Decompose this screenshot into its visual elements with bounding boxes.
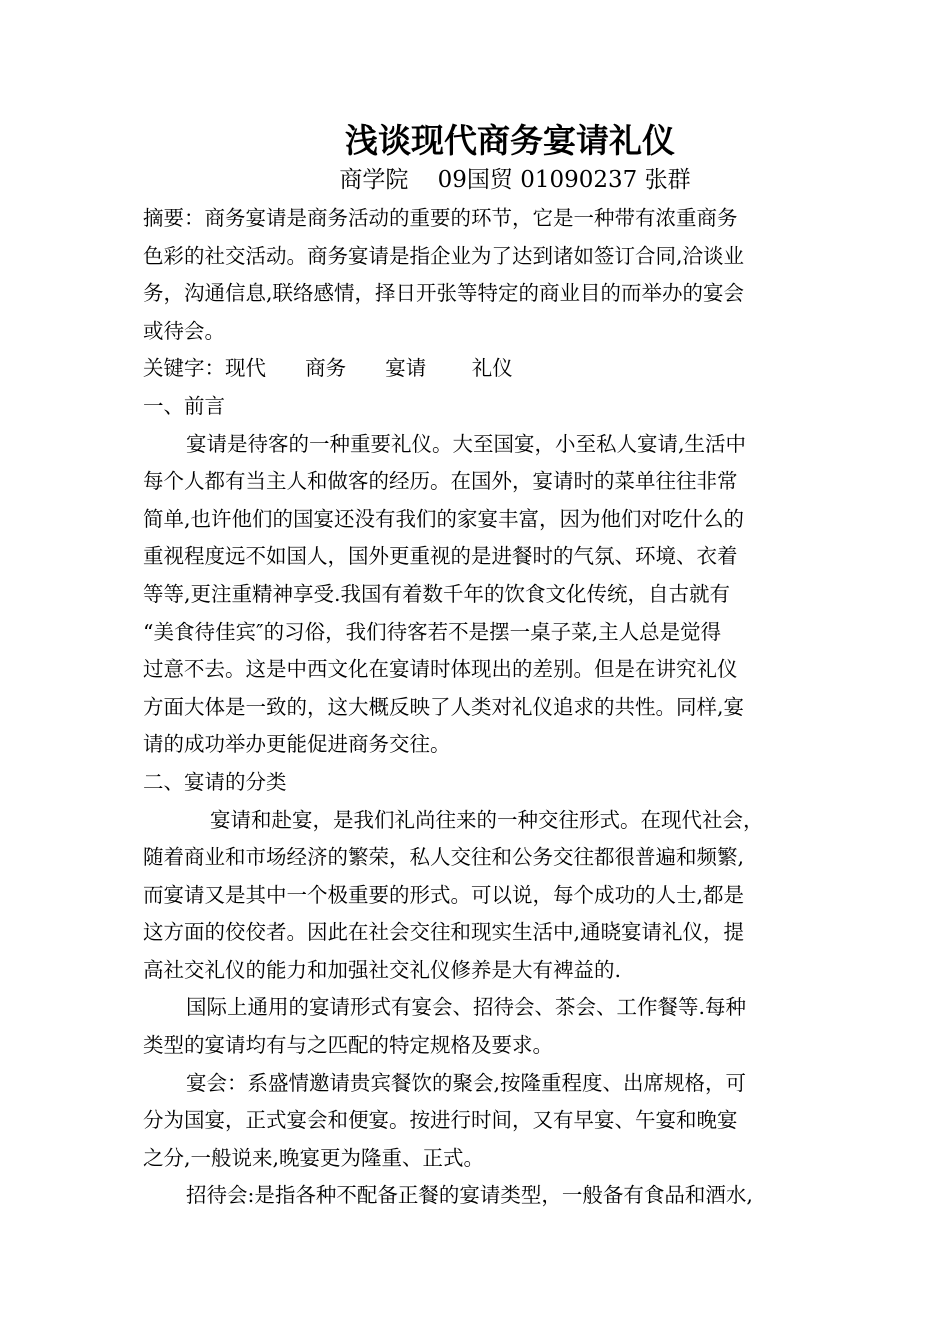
- document-title: 浅谈现代商务宴请礼仪: [345, 121, 675, 160]
- body-text-line: 高社交礼仪的能力和加强社交礼仪修养是大有裨益的.: [143, 957, 622, 982]
- body-text-line: 简单,也许他们的国宴还没有我们的家宴丰富，因为他们对吃什么的: [143, 506, 745, 531]
- body-text-line: 二、宴请的分类: [143, 769, 287, 794]
- body-text-line: 色彩的社交活动。商务宴请是指企业为了达到诸如签订合同,洽谈业: [143, 243, 745, 268]
- body-text-line: “美食待佳宾″的习俗，我们待客若不是摆一桌子菜,主人总是觉得: [143, 619, 722, 644]
- body-text-line: 国际上通用的宴请形式有宴会、招待会、茶会、工作餐等.每种: [186, 995, 747, 1020]
- body-text-line: 请的成功举办更能促进商务交往。: [143, 732, 451, 757]
- body-text-line: 每个人都有当主人和做客的经历。在国外，宴请时的菜单往往非常: [143, 469, 738, 494]
- body-text-line: 一、前言: [143, 393, 225, 418]
- body-text-line: 宴请和赴宴，是我们礼尚往来的一种交往形式。在现代社会，: [210, 807, 764, 832]
- body-text-line: 摘要：商务宴请是商务活动的重要的环节，它是一种带有浓重商务: [143, 206, 738, 230]
- body-text-line: 宴会：系盛情邀请贵宾餐饮的聚会,按隆重程度、出席规格，可: [186, 1070, 747, 1095]
- body-text-line: 而宴请又是其中一个极重要的形式。可以说，每个成功的人士,都是: [143, 882, 745, 907]
- body-text-line: 务，沟通信息,联络感情，择日开张等特定的商业目的而举办的宴会: [143, 281, 745, 306]
- author-byline: 商学院 09国贸 01090237 张群: [339, 167, 691, 193]
- body-text-line: 招待会:是指各种不配备正餐的宴请类型，一般备有食品和酒水,: [186, 1183, 753, 1208]
- document-body: [143, 200, 811, 1215]
- body-text-line: 随着商业和市场经济的繁荣，私人交往和公务交往都很普遍和频繁,: [143, 845, 745, 870]
- body-text-line: 或待会。: [143, 318, 225, 343]
- body-text-line: 类型的宴请均有与之匹配的特定规格及要求。: [143, 1033, 553, 1058]
- body-text-line: 这方面的佼佼者。因此在社会交往和现实生活中,通晓宴请礼仪，提: [143, 920, 745, 945]
- body-text-line: 之分,一般说来,晚宴更为隆重、正式。: [143, 1145, 485, 1170]
- body-text-line: 方面大体是一致的，这大概反映了人类对礼仪追求的共性。同样,宴: [143, 694, 745, 719]
- body-text-line: 重视程度远不如国人，国外更重视的是进餐时的气氛、环境、衣着: [143, 544, 738, 569]
- body-text-line: 等等,更注重精神享受.我国有着数千年的饮食文化传统，自古就有: [143, 581, 731, 606]
- body-text-line: 关键字：现代 商务 宴请 礼仪: [143, 356, 513, 381]
- body-text-line: 过意不去。这是中西文化在宴请时体现出的差别。但是在讲究礼仪: [143, 657, 738, 682]
- body-text-line: 宴请是待客的一种重要礼仪。大至国宴，小至私人宴请,生活中: [186, 431, 747, 456]
- body-text-line: 分为国宴，正式宴会和便宴。按进行时间，又有早宴、午宴和晚宴: [143, 1108, 738, 1133]
